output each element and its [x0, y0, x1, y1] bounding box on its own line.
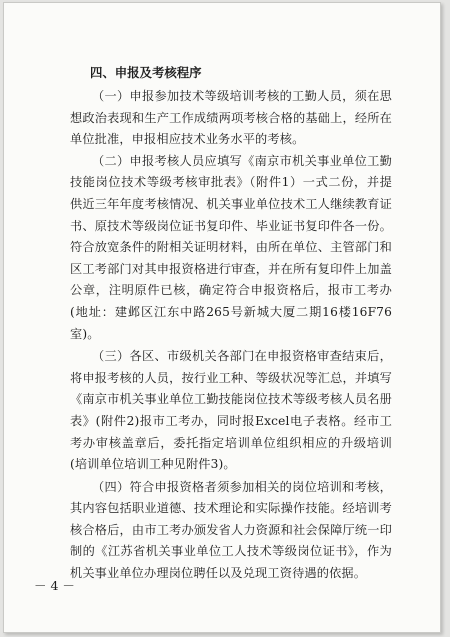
document-body: [70, 63, 392, 585]
paragraph-4: （四）符合申报资格者须参加相关的岗位培训和考核，其内容包括职业道德、技术理论和实际操作技能。经培训考核合格后，由市工考办颁发省人力资源和社会保障厅统一印制的《江苏省机关事业单位工人技术等级岗位证书》，作为机关事业单位办理岗位聘任以及兑现工资待遇的依据。: [70, 479, 392, 581]
paragraph-1: （一）申报参加技术等级培训考核的工勤人员，须在思想政治表现和生产工作成绩两项考核合格的基础上，经所在单位批准，申报相应技术业务水平的考核。: [70, 89, 392, 147]
paragraph-2: （二）申报考核人员应填写《南京市机关事业单位工勤技能岗位技术等级考核审批表》（附件1）一式二份，并提供近三年年度考核情况、机关事业单位技术工人继续教育证书、原技术等级岗位证书复印件、毕业证书复印件各一份。符合放宽条件的附相关证明材料，由所在单位、主管部门和区工考部门对其申报资格进行审查，并在所有复印件上加盖公章，注明原件已核，确定符合申报资格后，报市工考办(地址：建邺区江东中路265号新城大厦二期16楼16F76室)。: [70, 153, 392, 341]
paragraph-3: （三）各区、市级机关各部门在申报资格审查结束后，将申报考核的人员，按行业工种、等级状况等汇总，并填写《南京市机关事业单位工勤技能岗位技术等级考核人员名册表》(附件2)报市工考办，同时报Excel电子表格。经市工考办审核盖章后，委托指定培训单位组织相应的升级培训(培训单位培训工种见附件3)。: [70, 349, 392, 472]
document-page: [3, 2, 441, 633]
section-heading: 四、申报及考核程序: [90, 65, 202, 80]
page-number: － 4 －: [34, 578, 75, 593]
